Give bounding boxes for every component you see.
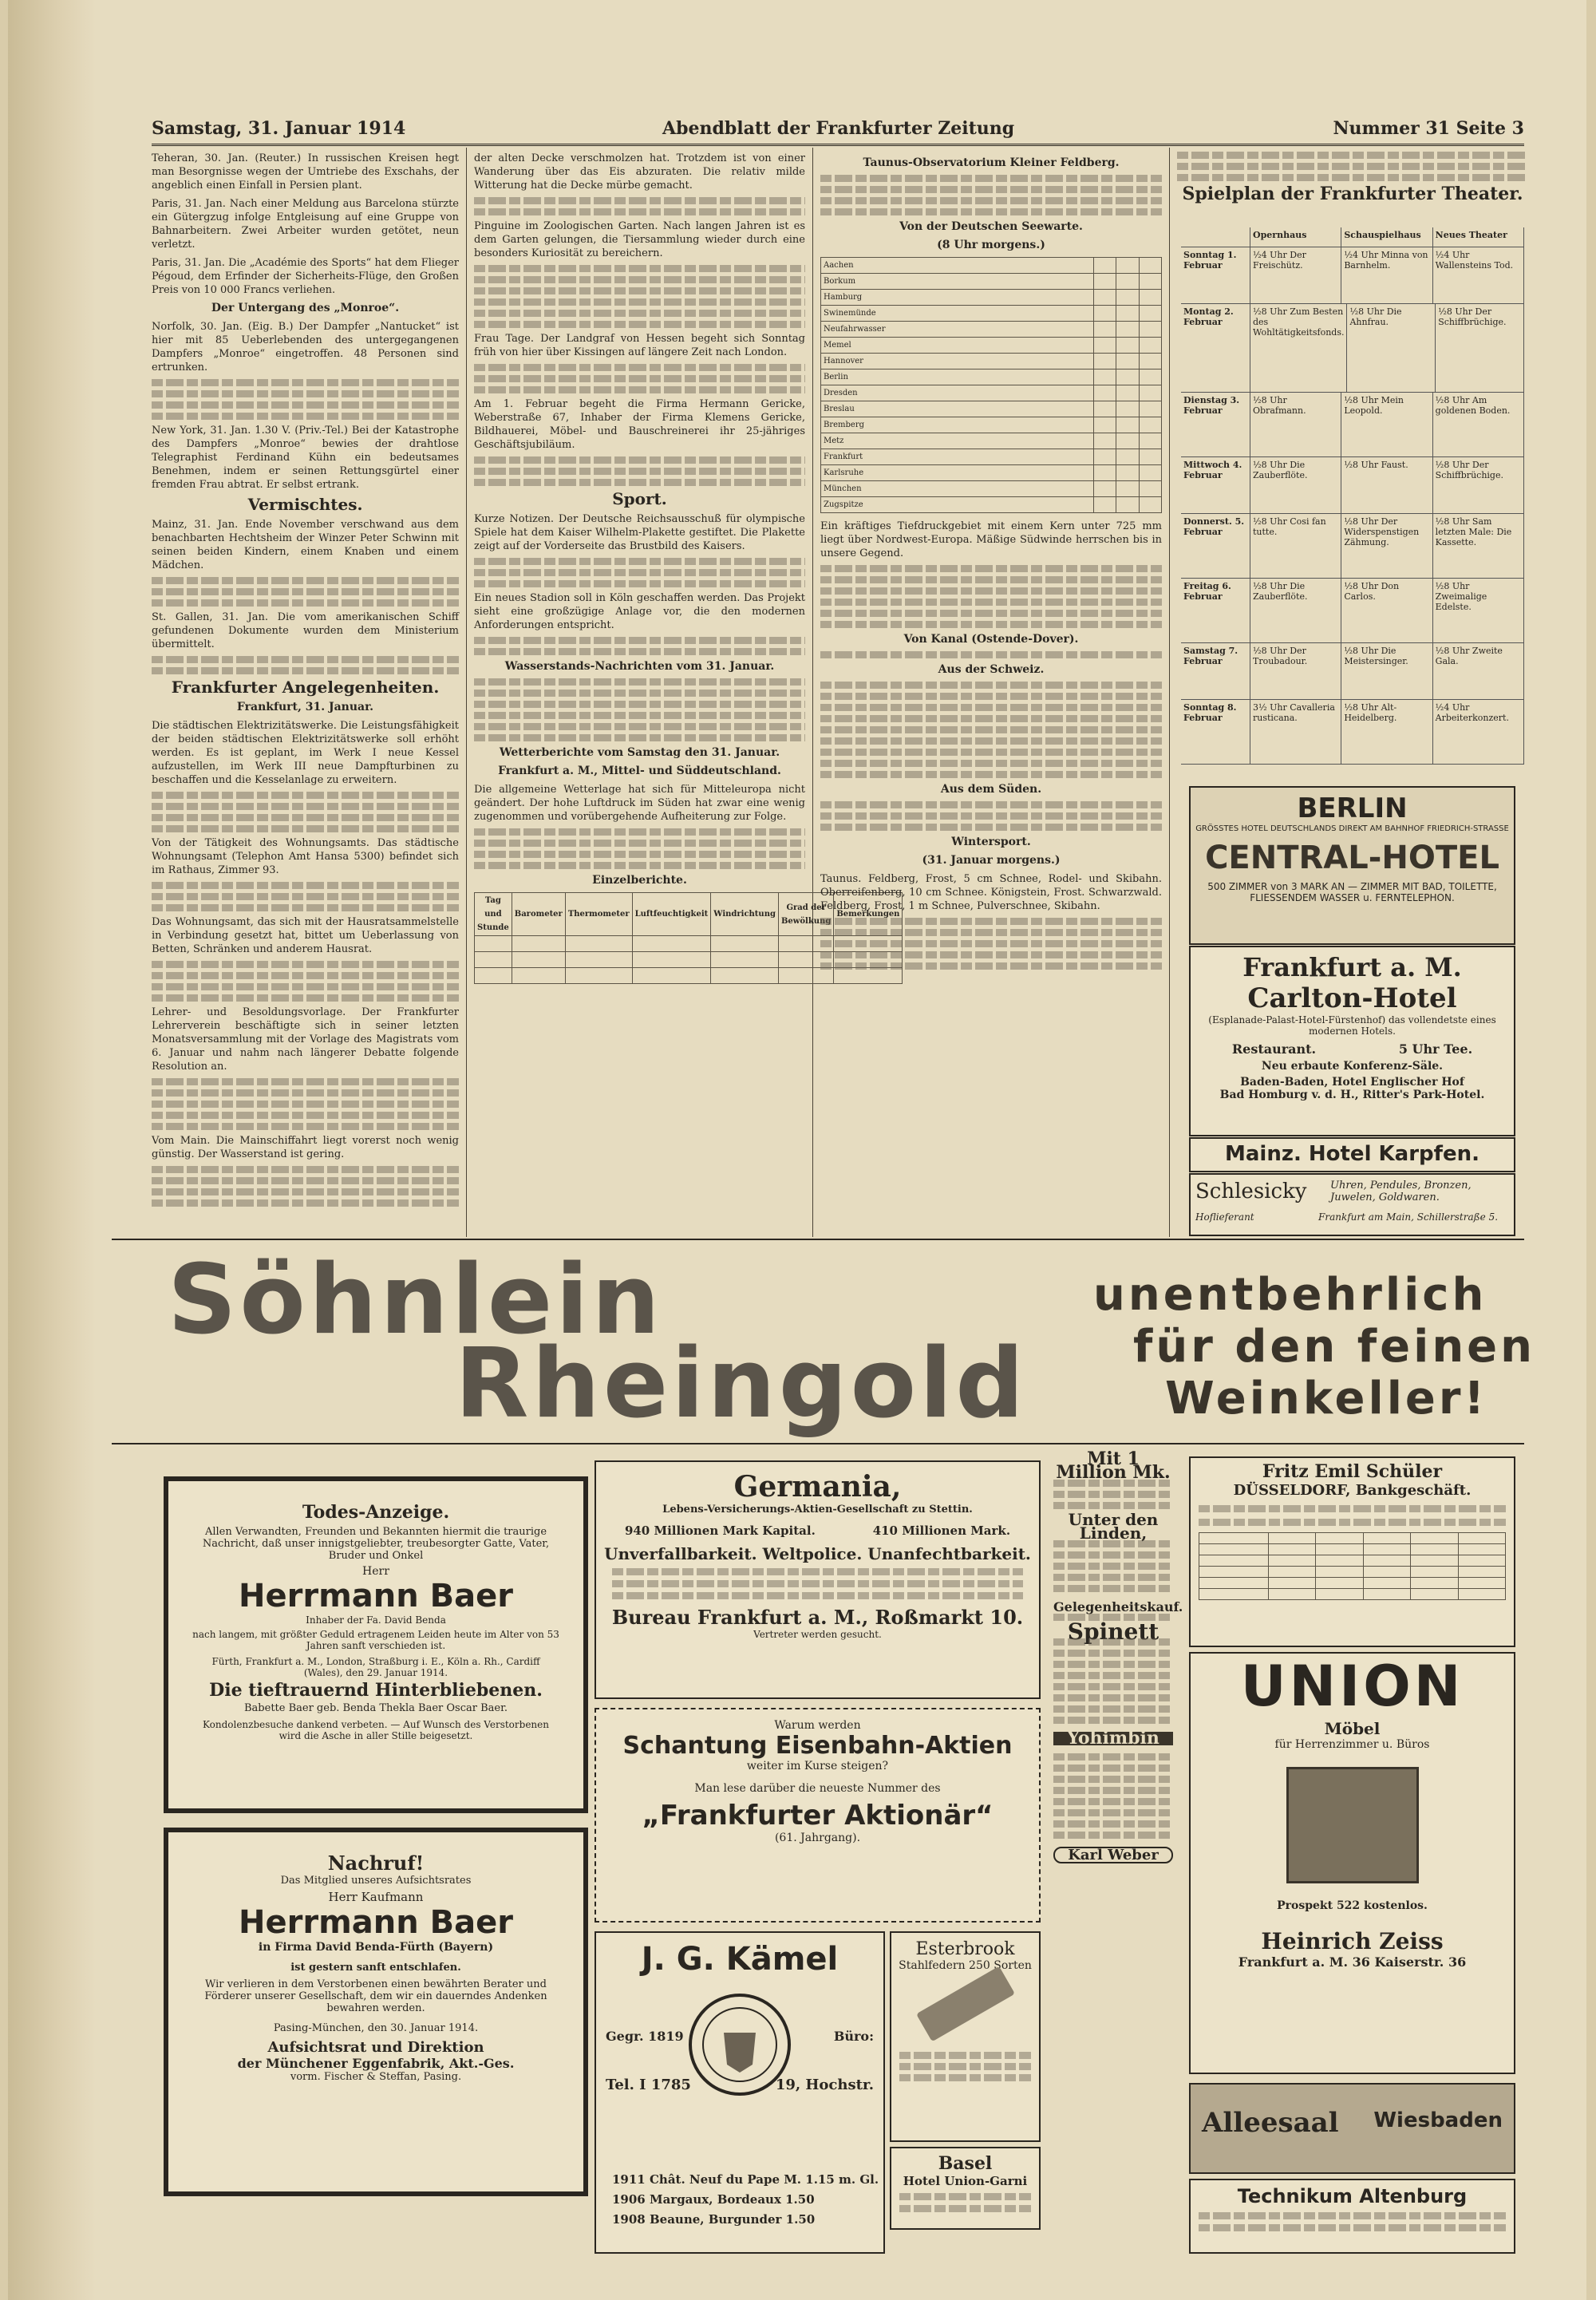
obituary-text: Das Mitglied unseres Aufsichtsrates	[280, 1875, 472, 1887]
section-heading: Frankfurter Angelegenheiten.	[171, 678, 440, 697]
station-name: Bremberg	[821, 417, 1094, 433]
station-name: Karlsruhe	[821, 465, 1094, 481]
death-notice-text: nach langem, mit größter Geduld ertragenem Leiden heute im Alter von 53 Jahren sanft verschieden ist.	[192, 1629, 559, 1651]
carlton-name: Carlton-Hotel	[1247, 982, 1457, 1014]
kaemel-wine: 1911 Chât. Neuf du Pape M. 1.15 m. Gl.	[612, 2172, 879, 2187]
table-header: Bemerkungen	[834, 893, 903, 936]
section-heading: Sport.	[612, 489, 667, 508]
section-heading: Wetterberichte vom Samstag den 31. Januar.	[499, 746, 780, 759]
obituary-place: Pasing-München, den 30. Januar 1914.	[273, 2022, 479, 2034]
obituary-signature: Aufsichtsrat und Direktion	[267, 2039, 484, 2056]
theater-day: Mittwoch 4. Februar	[1181, 457, 1250, 513]
station-name: Hannover	[821, 354, 1094, 370]
aktionaer-year: (61. Jahrgang).	[774, 1832, 861, 1844]
theater-show: ½8 Uhr Zweimalige Edelste.	[1433, 579, 1524, 642]
carlton-city: Frankfurt a. M.	[1242, 952, 1462, 982]
station-name: Hamburg	[821, 290, 1094, 306]
spinett-ad: Spinett	[1067, 1618, 1159, 1645]
central-hotel-name: CENTRAL-HOTEL	[1205, 840, 1499, 876]
article-paragraph: Lehrer- und Besoldungsvorlage. Der Frankfurter Lehrerverein beschäftigte sich in seiner letzten Monatsversammlung mit der Vorlage des Magistrats vom 6. Januar und nahm nach längerer Debatte folgende Resolution an.	[152, 1006, 459, 1073]
section-subheading: (8 Uhr morgens.)	[937, 239, 1045, 251]
esterbrook-title: Esterbrook	[915, 1939, 1015, 1959]
article-paragraph: Am 1. Februar begeht die Firma Hermann Gericke, Weberstraße 67, Inhaber der Firma Klemens Gericke, Bildhauerei, Möbel- und Bauschreinerei ihr 25-jähriges Geschäftsjubiläum.	[474, 398, 805, 451]
wiesbaden-title: Wiesbaden	[1373, 2108, 1503, 2132]
article-paragraph: Das Wohnungsamt, das sich mit der Hausratsammelstelle in Verbindung gesetzt hat, bittet um Ueberlassung von Betten, Schränken und anderem Hausrat.	[152, 916, 459, 955]
section-heading: Wasserstands-Nachrichten vom 31. Januar.	[504, 660, 775, 673]
obituary-name: Herrmann Baer	[239, 1904, 513, 1941]
death-notice-text: Allen Verwandten, Freunden und Bekannten hiermit die traurige Nachricht, daß unser innigstgeliebter, treubesorgter Gatte, Vater, Bruder und Onkel	[202, 1526, 550, 1562]
theater-day: Freitag 6. Februar	[1181, 579, 1250, 642]
kaemel-wine: 1906 Margaux, Bordeaux 1.50	[612, 2192, 815, 2207]
theater-show: ½4 Uhr Minna von Barnhelm.	[1341, 247, 1432, 303]
theater-heading: Spielplan der Frankfurter Theater.	[1182, 184, 1523, 204]
station-name: München	[821, 481, 1094, 497]
section-subheading: Frankfurt a. M., Mittel- und Süddeutschland.	[498, 765, 781, 777]
union-prospekt: Prospekt 522 kostenlos.	[1277, 1899, 1428, 1912]
aktionaer-question: weiter im Kurse steigen?	[746, 1760, 889, 1772]
sohnlein-brand: Söhnlein	[168, 1245, 663, 1356]
rheingold-brand: Rheingold	[455, 1329, 1028, 1440]
article-heading: Der Untergang des „Monroe“.	[211, 302, 400, 314]
theater-columns	[1181, 227, 1524, 247]
theater-day: Sonntag 8. Februar	[1181, 700, 1250, 764]
header-date: Samstag, 31. Januar 1914	[152, 118, 406, 139]
article-paragraph: der alten Decke verschmolzen hat. Trotzdem ist von einer Wanderung über das Eis abzuraten. Die relativ milde Witterung hat die Decke mürbe gemacht.	[474, 152, 805, 192]
theater-show: ½8 Uhr Obrafmann.	[1250, 393, 1341, 456]
station-name: Berlin	[821, 370, 1094, 385]
schuler-bank-ad	[1189, 1456, 1515, 1647]
section-heading: Einzelberichte.	[592, 874, 687, 887]
death-notice-note: Kondolenzbesuche dankend verbeten. — Auf Wunsch des Verstorbenen wird die Asche in aller Stille beigesetzt.	[202, 1719, 549, 1741]
death-notice-herr: Herr	[362, 1565, 389, 1578]
theater-schedule	[1181, 227, 1524, 765]
theater-header	[1177, 152, 1528, 215]
column-news-1	[152, 152, 459, 1237]
schantung-title: Schantung Eisenbahn-Aktien	[622, 1732, 1013, 1760]
theater-show: ½4 Uhr Der Freischütz.	[1250, 247, 1341, 303]
table-header: Thermometer	[565, 893, 632, 936]
carlton-partner: Baden-Baden, Hotel Englischer Hof	[1240, 1076, 1464, 1089]
theater-show: ½8 Uhr Faust.	[1341, 457, 1432, 513]
schuler-name: Fritz Emil Schüler	[1262, 1461, 1443, 1482]
kaemel-ad	[595, 1931, 885, 2254]
obituary-heading: Nachruf!	[327, 1851, 425, 1875]
column-rule	[466, 148, 467, 1237]
station-name: Borkum	[821, 274, 1094, 290]
theater-row	[1181, 700, 1524, 765]
theater-show: ½8 Uhr Zum Besten des Wohltätigkeitsfonds.	[1250, 304, 1347, 392]
schuler-table	[1199, 1532, 1506, 1600]
central-hotel-info: 500 ZIMMER von 3 MARK AN — ZIMMER MIT BAD, TOILETTE, FLIESSENDEM WASSER u. FERNTELEPHON.	[1207, 881, 1497, 903]
obituary-firm: in Firma David Benda-Fürth (Bayern)	[258, 1941, 494, 1954]
sohnlein-slogan: unentbehrlich	[1093, 1269, 1487, 1321]
union-sub: für Herrenzimmer u. Büros	[1274, 1738, 1430, 1751]
central-hotel-ad	[1189, 786, 1515, 945]
theater-row	[1181, 457, 1524, 514]
theater-column: Schauspielhaus	[1341, 227, 1432, 247]
newspaper-page	[8, 0, 1586, 2300]
section-heading: Aus dem Süden.	[940, 783, 1042, 796]
schlesicky-hof: Hoflieferant	[1195, 1211, 1254, 1223]
union-title: UNION	[1240, 1654, 1464, 1719]
basel-title: Basel	[938, 2153, 993, 2174]
small-ads-column	[1053, 1448, 1183, 2251]
column-rule	[1169, 148, 1170, 1237]
schlesicky-ad	[1189, 1173, 1515, 1236]
dateline: Frankfurt, 31. Januar.	[236, 701, 374, 713]
theater-day: Donnerst. 5. Februar	[1181, 514, 1250, 578]
section-heading: Von der Deutschen Seewarte.	[899, 220, 1083, 233]
article-paragraph: Paris, 31. Jan. Nach einer Meldung aus Barcelona stürzte ein Gütergzug infolge Entgleisung auf eine Gruppe von Bahnarbeitern. Zwei Arbeiter wurden getötet, neun verletzt.	[152, 198, 459, 251]
yohimbin-ad: Yohimbin	[1053, 1732, 1173, 1745]
section-heading: Taunus-Observatorium Kleiner Feldberg.	[863, 156, 1120, 169]
table-header: Luftfeuchtigkeit	[632, 893, 711, 936]
table-header: Grad der Bewölkung	[778, 893, 833, 936]
page-gutter	[8, 0, 96, 2300]
obituary-signature: der Münchener Eggenfabrik, Akt.-Ges.	[237, 2056, 515, 2071]
theater-show: ½8 Uhr Alt-Heidelberg.	[1341, 700, 1432, 764]
station-name: Frankfurt	[821, 449, 1094, 465]
theater-show: ½4 Uhr Wallensteins Tod.	[1433, 247, 1524, 303]
germania-capital: 410 Millionen Mark.	[872, 1523, 1011, 1538]
sohnlein-slogan: für den feinen	[1133, 1321, 1536, 1373]
esterbrook-ad	[890, 1931, 1041, 2142]
theater-row	[1181, 643, 1524, 700]
theater-show: ½8 Uhr Die Zauberflöte.	[1250, 457, 1341, 513]
basel-ad	[890, 2147, 1041, 2230]
article-paragraph: Ein kräftiges Tiefdruckgebiet mit einem Kern unter 725 mm liegt über Nordwest-Europa. Mäßige Südwinde herrschen bis in unsere Gegend.	[820, 520, 1162, 559]
table-header: Windrichtung	[711, 893, 779, 936]
article-paragraph: Teheran, 30. Jan. (Reuter.) In russischen Kreisen hegt man Besorgnisse wegen der Umtriebe des Exschahs, der angeblich einen Einfall in Persien plant.	[152, 152, 459, 192]
article-paragraph: Kurze Notizen. Der Deutsche Reichsausschuß für olympische Spiele hat dem Kaiser Wilhelm-Plakette gestiftet. Die Plakette zeigt auf der Vorderseite das Brustbild des Kaisers.	[474, 513, 805, 552]
theater-show: ½8 Uhr Don Carlos.	[1341, 579, 1432, 642]
section-heading: Von Kanal (Ostende-Dover).	[903, 633, 1079, 646]
station-name: Breslau	[821, 401, 1094, 417]
kaemel-address: 19, Hochstr.	[775, 2077, 874, 2093]
mourner-names: Babette Baer geb. Benda Thekla Baer Oscar Baer.	[244, 1702, 508, 1714]
station-name: Zugspitze	[821, 497, 1094, 513]
page-header	[152, 112, 1524, 146]
germania-capital: 940 Millionen Mark Kapital.	[624, 1523, 816, 1538]
theater-column: Opernhaus	[1250, 227, 1341, 247]
germania-sub: Lebens-Versicherungs-Aktien-Gesellschaft zu Stettin.	[662, 1504, 973, 1516]
carlton-rooms: Neu erbaute Konferenz-Säle.	[1261, 1060, 1444, 1073]
obituary-signature: vorm. Fischer & Steffan, Pasing.	[290, 2071, 462, 2083]
zeiss-address: Frankfurt a. M. 36 Kaiserstr. 36	[1238, 1954, 1467, 1970]
divider	[112, 1239, 1524, 1240]
schlesicky-name: Schlesicky	[1195, 1180, 1307, 1203]
column-weather	[820, 152, 1162, 1237]
theater-row	[1181, 247, 1524, 304]
theater-show: ½8 Uhr Mein Leopold.	[1341, 393, 1432, 456]
schlesicky-goods: Uhren, Pendules, Bronzen, Juwelen, Goldwaren.	[1330, 1180, 1472, 1203]
mourners-heading: Die tieftrauernd Hinterbliebenen.	[209, 1680, 543, 1701]
carlton-sub: (Esplanade-Palast-Hotel-Fürstenhof) das vollendetste eines modernen Hotels.	[1208, 1014, 1496, 1037]
germania-title: Germania,	[733, 1470, 902, 1504]
station-name: Aachen	[821, 258, 1094, 274]
technikum-title: Technikum Altenburg	[1237, 2185, 1468, 2207]
section-heading: Vermischtes.	[247, 495, 363, 514]
obituary-herr: Herr Kaufmann	[328, 1890, 424, 1904]
karpfen-title: Mainz. Hotel Karpfen.	[1224, 1142, 1479, 1166]
aktionaer-text: Man lese darüber die neueste Nummer des	[694, 1782, 941, 1795]
theater-show: ½8 Uhr Der Troubadour.	[1250, 643, 1341, 699]
aktionaer-title: „Frankfurter Aktionär“	[642, 1800, 994, 1832]
article-paragraph: Die allgemeine Wetterlage hat sich für Mitteleuropa nicht geändert. Der hohe Luftdruck im Süden hat zwar eine wenig zugenommen und vorübergehende Aufheiterung zur Folge.	[474, 784, 805, 823]
table-header: Tag und Stunde	[475, 893, 512, 936]
kaemel-bureau: Büro:	[833, 2029, 874, 2044]
germania-features: Unverfallbarkeit. Weltpolice. Unanfechtbarkeit.	[604, 1544, 1031, 1563]
theater-show: 3½ Uhr Cavalleria rusticana.	[1250, 700, 1341, 764]
death-notice	[164, 1476, 588, 1813]
death-notice-place: Fürth, Frankfurt a. M., London, Straßburg i. E., Köln a. Rh., Cardiff (Wales), den 29. Januar 1914.	[211, 1656, 540, 1678]
article-paragraph: Vom Main. Die Mainschiffahrt liegt vorerst noch wenig günstig. Der Wasserstand ist gering.	[152, 1135, 459, 1160]
article-paragraph: Mainz, 31. Jan. Ende November verschwand aus dem benachbarten Hechtsheim der Winzer Peter Schwinn mit seinen beiden Kindern, einem Knaben und einem Mädchen.	[152, 519, 459, 571]
theater-row	[1181, 514, 1524, 579]
pen-nib-image	[916, 1966, 1015, 2042]
article-paragraph: Die städtischen Elektrizitätswerke. Die Leistungsfähigkeit der beiden städtischen Elektrizitätswerke soll erhöht werden. Es ist geplant, im Werk I neue Kessel aufzustellen, im Werk III neue Dampfturbinen zu beschaffen und die Kesselanlage zu erweitern.	[152, 720, 459, 786]
zeiss-name: Heinrich Zeiss	[1261, 1928, 1444, 1954]
kaemel-wine: 1908 Beaune, Burgunder 1.50	[612, 2212, 816, 2227]
theater-row	[1181, 304, 1524, 393]
theater-row	[1181, 579, 1524, 643]
basel-hotel: Hotel Union-Garni	[903, 2174, 1028, 2188]
theater-show: ½8 Uhr Sam letzten Male: Die Kassette.	[1433, 514, 1524, 578]
station-name: Swinemünde	[821, 306, 1094, 322]
technikum-ad	[1189, 2179, 1515, 2254]
section-heading: Wintersport.	[951, 836, 1031, 848]
section-subheading: (31. Januar morgens.)	[922, 854, 1061, 867]
schuler-city: DÜSSELDORF, Bankgeschäft.	[1233, 1482, 1472, 1499]
kaemel-title: J. G. Kämel	[641, 1941, 839, 1978]
article-paragraph: Taunus. Feldberg, Frost, 5 cm Schnee, Rodel- und Skibahn. Oberreifenberg, 10 cm Schnee. Königstein, Frost. Schwarzwald. Feldberg, Frost, 1 m Schnee, Pulverschnee, Skibahn.	[820, 873, 1162, 912]
germania-note: Vertreter werden gesucht.	[753, 1629, 882, 1640]
alleesaal-title: Alleesaal	[1202, 2107, 1339, 2139]
theater-show: ½8 Uhr Zweite Gala.	[1433, 643, 1524, 699]
aktionaer-ad	[595, 1708, 1041, 1923]
article-paragraph: Von der Tätigkeit des Wohnungsamts. Das städtische Wohnungsamt (Telephon Amt Hansa 5300) befindet sich im Rathaus, Zimmer 93.	[152, 837, 459, 876]
theater-show: ½8 Uhr Die Ahnfrau.	[1347, 304, 1436, 392]
article-paragraph: Frau Tage. Der Landgraf von Hessen begeht sich Sonntag früh von hier über Kissingen auf längere Zeit nach London.	[474, 333, 805, 358]
carlton-tea: 5 Uhr Tee.	[1398, 1041, 1473, 1057]
carlton-restaurant: Restaurant.	[1231, 1041, 1317, 1057]
carlton-hotel-ad	[1189, 946, 1515, 1136]
station-name: Dresden	[821, 385, 1094, 401]
aktionaer-question: Warum werden	[774, 1719, 861, 1732]
desk-image	[1286, 1767, 1419, 1883]
theater-show: ½8 Uhr Der Widerspenstigen Zähmung.	[1341, 514, 1432, 578]
obituary-text: Wir verlieren in dem Verstorbenen einen bewährten Berater und Förderer unserer Gesellschaft, dem wir ein dauerndes Andenken bewahren werden.	[204, 1978, 547, 2014]
unter-linden-ad: Unter den Linden,	[1068, 1510, 1159, 1543]
carlton-partner: Bad Homburg v. d. H., Ritter's Park-Hotel.	[1219, 1089, 1485, 1101]
theater-day: Montag 2. Februar	[1181, 304, 1250, 392]
table-header: Barometer	[512, 893, 565, 936]
theater-show: ½4 Uhr Arbeiterkonzert.	[1433, 700, 1524, 764]
germania-ad	[595, 1460, 1041, 1699]
station-name: Memel	[821, 338, 1094, 354]
theater-show: ½8 Uhr Die Zauberflöte.	[1250, 579, 1341, 642]
alleesaal-ad	[1189, 2083, 1515, 2174]
header-title: Abendblatt der Frankfurter Zeitung	[662, 118, 1015, 139]
million-ad: Mit 1 Million Mk.	[1056, 1448, 1171, 1483]
deceased-firm: Inhaber der Fa. David Benda	[306, 1614, 446, 1626]
theater-day: Dienstag 3. Februar	[1181, 393, 1250, 456]
kaemel-phone: Tel. I 1785	[606, 2077, 691, 2093]
union-sub: Möbel	[1324, 1719, 1381, 1738]
karpfen-ad	[1189, 1137, 1515, 1172]
theater-row	[1181, 393, 1524, 457]
station-name: Neufahrwasser	[821, 322, 1094, 338]
column-rule	[812, 148, 813, 1237]
kaemel-founded: Gegr. 1819	[606, 2029, 684, 2044]
union-furniture-ad	[1189, 1652, 1515, 2074]
section-heading: Aus der Schweiz.	[938, 663, 1045, 676]
theater-column: Neues Theater	[1433, 227, 1524, 247]
berlin-sub: GRÖSSTES HOTEL DEUTSCHLANDS DIREKT AM BAHNHOF FRIEDRICH-STRASSE	[1195, 824, 1509, 833]
theater-show: ½8 Uhr Cosi fan tutte.	[1250, 514, 1341, 578]
divider	[112, 1443, 1524, 1444]
theater-show: ½8 Uhr Die Meistersinger.	[1341, 643, 1432, 699]
deceased-name: Herrmann Baer	[239, 1578, 513, 1614]
sohnlein-slogan: Weinkeller!	[1165, 1373, 1488, 1425]
station-name: Metz	[821, 433, 1094, 449]
theater-show: ½8 Uhr Der Schiffbrüchige.	[1436, 304, 1524, 392]
obituary-text: ist gestern sanft entschlafen.	[290, 1962, 461, 1974]
article-paragraph: St. Gallen, 31. Jan. Die vom amerikanischen Schiff gefundenen Dokumente wurden dem Ministerium übermittelt.	[152, 611, 459, 650]
header-page-number: Nummer 31 Seite 3	[1333, 118, 1524, 139]
death-notice-heading: Todes-Anzeige.	[302, 1502, 450, 1523]
esterbrook-sub: Stahlfedern 250 Sorten	[899, 1959, 1032, 1972]
obituary	[164, 1828, 588, 2196]
gelegenheitskauf-ad: Gelegenheitskauf.	[1053, 1599, 1183, 1614]
berlin-title: BERLIN	[1297, 792, 1408, 824]
theater-show: ½8 Uhr Am goldenen Boden.	[1433, 393, 1524, 456]
article-paragraph: Pinguine im Zoologischen Garten. Nach langen Jahren ist es dem Garten gelungen, die Tiersammlung wieder durch eine besonders Kuriosität zu bereichern.	[474, 220, 805, 259]
article-paragraph: New York, 31. Jan. 1.30 V. (Priv.-Tel.) Bei der Katastrophe des Dampfers „Monroe“ bewies der drahtlose Telegraphist Ferdinand Kühn ein bedeutsames Benehmen, indem er seinen Rettungsgürtel einer fremden Frau abtrat. Er selbst ertrank.	[152, 425, 459, 491]
schlesicky-address: Frankfurt am Main, Schillerstraße 5.	[1318, 1211, 1499, 1223]
article-paragraph: Ein neues Stadion soll in Köln geschaffen werden. Das Projekt sieht eine großzügige Anlage vor, die den modernen Anforderungen entspricht.	[474, 592, 805, 631]
theater-day: Sonntag 1. Februar	[1181, 247, 1250, 303]
article-paragraph: Norfolk, 30. Jan. (Eig. B.) Der Dampfer „Nantucket“ ist hier mit 85 Ueberlebenden des untergegangenen Dampfers „Monroe“ eingetroffen. 48 Personen sind ertrunken.	[152, 321, 459, 373]
article-paragraph: Paris, 31. Jan. Die „Académie des Sports“ hat dem Flieger Pégoud, dem Erfinder der Sicherheits-Flüge, den Großen Preis von 10 000 Francs verliehen.	[152, 257, 459, 296]
germania-bureau: Bureau Frankfurt a. M., Roßmarkt 10.	[611, 1606, 1024, 1629]
theater-show: ½8 Uhr Der Schiffbrüchige.	[1433, 457, 1524, 513]
station-table	[820, 257, 1162, 513]
theater-day: Samstag 7. Februar	[1181, 643, 1250, 699]
karl-weber-ad: Karl Weber	[1053, 1847, 1173, 1863]
